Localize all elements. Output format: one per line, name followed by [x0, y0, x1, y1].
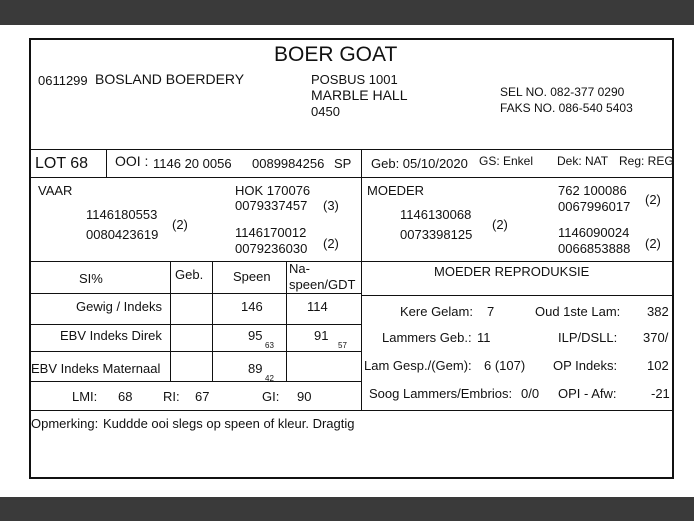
remark-text: Kuddde ooi slegs op speen of kleur. Dragtig: [103, 416, 355, 431]
moeder-tag: 0073398125: [400, 227, 473, 242]
moeder-vaar-tag: 0067996017: [558, 199, 631, 214]
hok-count: (3): [323, 198, 339, 213]
birth-date: Geb: 05/10/2020: [371, 156, 468, 171]
hok-label: HOK 170076: [235, 183, 311, 198]
divider-si-header: [31, 293, 361, 294]
ilp-label: ILP/DSLL:: [558, 330, 618, 345]
opi-value: -21: [651, 386, 670, 401]
vaar-label: VAAR: [38, 183, 73, 198]
vaar-count: (2): [172, 217, 188, 232]
moeder-moeder-count: (2): [645, 236, 661, 251]
faks-number: FAKS NO. 086-540 5403: [500, 101, 633, 115]
soog-label: Soog Lammers/Embrios:: [369, 386, 513, 401]
ooi-sp: SP: [334, 156, 352, 171]
moeder-label: MOEDER: [367, 183, 425, 198]
moeder-id: 1146130068: [400, 207, 472, 222]
moeder-moeder-id: 1146090024: [558, 225, 630, 240]
farm-id: 0611299: [38, 73, 88, 88]
divider-pedigree: [31, 261, 672, 262]
address-line-3: 0450: [311, 104, 340, 119]
kere-label: Kere Gelam:: [400, 304, 473, 319]
divider-remarks: [31, 410, 672, 411]
address-line-1: POSBUS 1001: [311, 72, 398, 87]
top-bar: [0, 0, 694, 25]
opi-label: OPI - Afw:: [558, 386, 617, 401]
page-title: BOER GOAT: [274, 43, 398, 66]
lmi-label: LMI:: [72, 389, 98, 404]
row-label-gewig: Gewig / Indeks: [76, 299, 162, 314]
divider-lot: [31, 177, 672, 178]
op-label: OP Indeks:: [553, 358, 618, 373]
vaar-moeder-id: 1146170012: [235, 225, 307, 240]
op-value: 102: [647, 358, 669, 373]
moeder-moeder-tag: 0066853888: [558, 241, 631, 256]
lam-value: 6 (107): [484, 358, 526, 373]
vaar-id: 1146180553: [86, 207, 158, 222]
divider-lot-ooi: [106, 149, 107, 177]
lot-number: LOT 68: [35, 155, 89, 172]
soog-value: 0/0: [521, 386, 540, 401]
ilp-value: 370/: [643, 330, 669, 345]
gi-label: GI:: [262, 389, 280, 404]
reg-value: Reg: REG: [619, 154, 674, 168]
lmi-value: 68: [118, 389, 133, 404]
farm-name: BOSLAND BOERDERY: [95, 71, 245, 87]
divider-header: [31, 149, 672, 150]
si-header: SI%: [79, 271, 103, 286]
hok-tag: 0079337457: [235, 198, 308, 213]
moeder-count: (2): [492, 217, 508, 232]
ri-value: 67: [195, 389, 210, 404]
row-direk-naspeen-sub: 57: [338, 341, 347, 350]
ooi-tag: 0089984256: [252, 156, 325, 171]
row-label-direk: EBV Indeks Direk: [60, 328, 162, 343]
geb-header: Geb.: [175, 267, 204, 282]
dek-value: Dek: NAT: [557, 154, 609, 168]
divider-col-geb: [170, 261, 171, 381]
divider-repro-header: [361, 295, 672, 296]
address-line-2: MARBLE HALL: [311, 87, 408, 103]
oud-value: 382: [647, 304, 669, 319]
speen-header: Speen: [233, 269, 271, 284]
divider-row2: [31, 351, 361, 352]
row-maternaal-speen-sub: 42: [265, 374, 274, 383]
kere-value: 7: [487, 304, 495, 319]
gi-value: 90: [297, 389, 312, 404]
vaar-moeder-count: (2): [323, 236, 339, 251]
divider-col-speen: [212, 261, 213, 381]
lam-label: Lam Gesp./(Gem):: [364, 358, 472, 373]
row-gewig-naspeen: 114: [307, 299, 328, 314]
row-gewig-speen: 146: [241, 299, 263, 314]
bottom-bar: [0, 497, 694, 521]
moeder-vaar-count: (2): [645, 192, 661, 207]
row-direk-naspeen: 91: [314, 328, 329, 343]
naspeen-header-1: Na-: [289, 261, 310, 276]
naspeen-header-2: speen/GDT: [289, 277, 356, 292]
oud-label: Oud 1ste Lam:: [535, 304, 621, 319]
divider-center: [361, 149, 362, 410]
divider-row1: [31, 324, 361, 325]
lot-card: [29, 38, 674, 479]
lammers-label: Lammers Geb.:: [382, 330, 472, 345]
sel-number: SEL NO. 082-377 0290: [500, 85, 625, 99]
row-direk-speen: 95: [248, 328, 263, 343]
lammers-value: 11: [477, 330, 491, 345]
remark-label: Opmerking:: [31, 416, 99, 431]
row-direk-speen-sub: 63: [265, 341, 274, 350]
vaar-moeder-tag: 0079236030: [235, 241, 308, 256]
divider-col-naspeen: [286, 261, 287, 381]
moeder-vaar-id: 762 100086: [558, 183, 627, 198]
ooi-number: 1146 20 0056: [153, 156, 232, 171]
row-label-maternaal: EBV Indeks Maternaal: [31, 361, 161, 376]
ri-label: RI:: [163, 389, 180, 404]
divider-row3: [31, 381, 361, 382]
row-maternaal-speen: 89: [248, 361, 263, 376]
ooi-label: OOI :: [115, 153, 149, 169]
vaar-tag: 0080423619: [86, 227, 159, 242]
repro-title: MOEDER REPRODUKSIE: [434, 264, 590, 279]
gs-value: GS: Enkel: [479, 154, 534, 168]
